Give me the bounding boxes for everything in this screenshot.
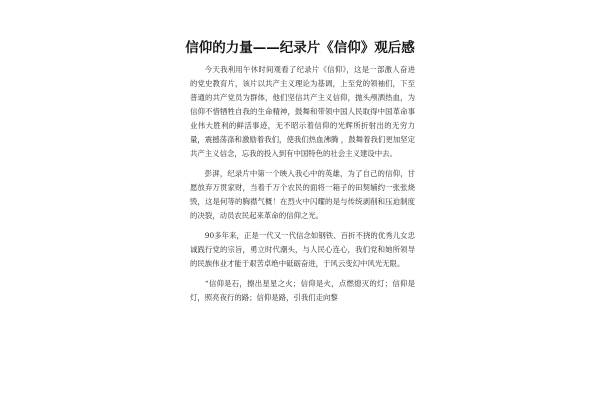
document-title: 信仰的力量——纪录片《信仰》观后感 [185,40,415,56]
document-body [190,63,415,311]
paragraph-1: 今天我利用午休时间观看了纪录片《信仰》，这是一部激人奋进的党史教育片，该片以共产主义理论为基调，上至党的领袖们，下至普通的共产党员为群体，他们坚信共产主义信仰，抛头颅洒热血，为信仰不惜牺牲自我的生命精神，鼓舞和带领中国人民取得中国革命事业伟大胜利的鲜活事迹，无不昭示着信仰的光辉所折射出的无穷力量，震撼荡涤和激励着我们，使我们热血沸腾 ，鼓舞着我们更加坚定共产主义信念，忘我的投入到有中国特色的社会主义建设中去。 [190,65,415,158]
paragraph-2: 彭湃，纪录片中第一个映入我心中的英雄，为了自己的信仰，甘愿放弃万贯家财，当着千万个农民的面将一箱子的田契辅约一张张烧毁，这是何等的胸襟气概！在烈火中闪耀的是与传统剥削和压迫制度的决裂，动员农民起来革命的信仰之光。 [190,169,415,220]
paragraph-3: 90多年来，正是一代又一代信念如钢铁、百折不挠的优秀儿女忠诚践行党的宗旨，勇立时代潮头，与人民心连心，我们党和她所领导的民族伟业才能于艰苦卓绝中砥砺奋进，于风云变幻中风光无限。 [190,231,415,268]
paragraph-4: “信仰是石，擦出星星之火；信仰是火，点燃熄灭的灯；信仰是灯，照亮夜行的路；信仰是路，引我们走向黎 [190,279,415,302]
